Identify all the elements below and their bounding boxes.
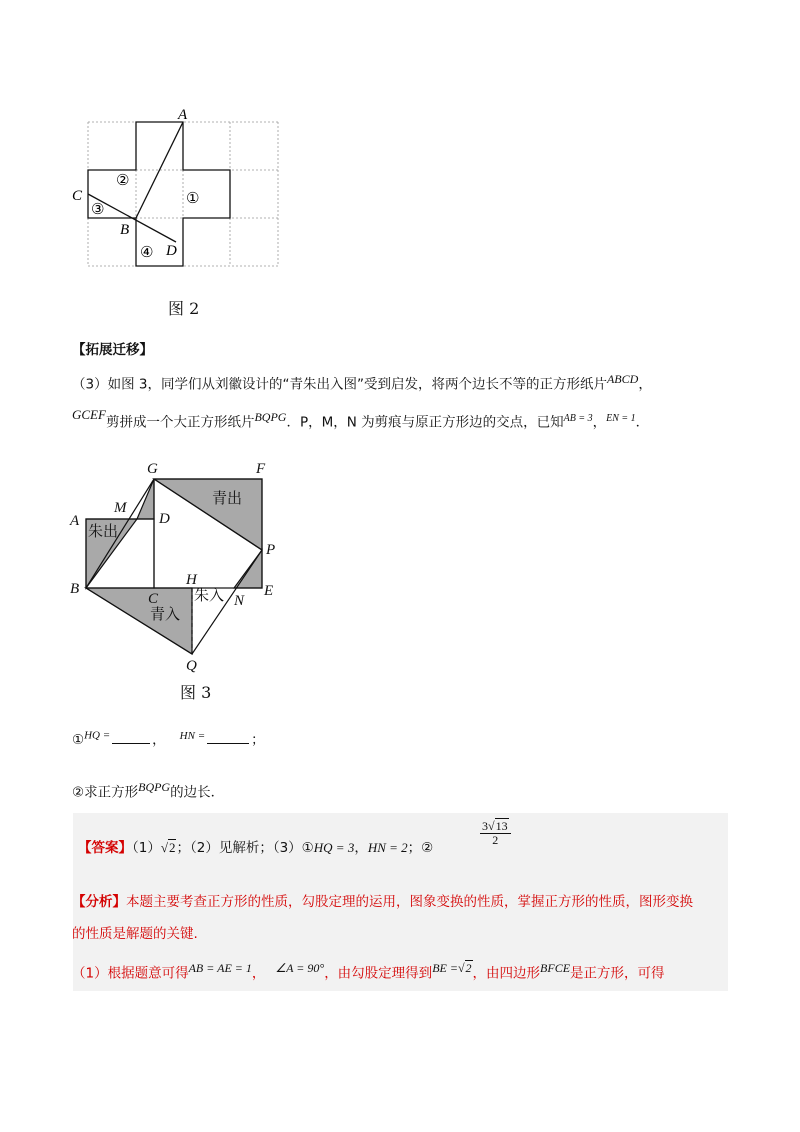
problem-3-line-1 xyxy=(72,372,652,393)
label-a: A xyxy=(178,107,188,123)
segment-a-b xyxy=(136,122,183,218)
question-2 xyxy=(72,780,224,801)
question-1-hn: HN = xyxy=(179,729,206,742)
label-c: C xyxy=(72,188,83,204)
question-1-end: ； xyxy=(251,732,265,748)
problem-3-line-1-end: ， xyxy=(638,376,652,393)
label-b: B xyxy=(70,581,80,597)
region-4: ④ xyxy=(140,243,154,261)
analysis-ab-ae: AB = AE = 1 xyxy=(188,961,252,975)
figure-3 xyxy=(64,458,304,674)
hq-blank[interactable] xyxy=(112,731,150,744)
hn-blank[interactable] xyxy=(207,731,249,744)
answer-part-1: （1） xyxy=(132,840,161,856)
label-a: A xyxy=(70,513,80,529)
text-qing-chu: 青出 xyxy=(212,489,243,507)
answer-fraction-denominator: 2 xyxy=(492,833,499,847)
answer-sep-1: ；（2）见解析；（3）① xyxy=(176,840,314,856)
answer-label: 【答案】 xyxy=(78,840,132,856)
problem-3-line-2-text-2: ．P，M，N 为剪痕与原正方形边的交点，已知 xyxy=(286,414,564,431)
label-p: P xyxy=(266,542,276,558)
analysis-line-2: 的性质是解题的关键. xyxy=(72,926,198,942)
question-1 xyxy=(72,728,265,748)
label-c: C xyxy=(148,591,159,607)
answer-sep-3: ；② xyxy=(407,840,434,856)
region-1: ① xyxy=(186,189,200,207)
analysis-line-1 xyxy=(72,890,693,910)
answer-sep-2: ， xyxy=(354,840,368,856)
label-e: E xyxy=(264,583,274,599)
problem-3-line-1-text: （3）如图 3，同学们从刘徽设计的“青朱出入图”受到启发，将两个边长不等的正方形纸片 xyxy=(72,376,607,393)
problem-3-line-2 xyxy=(72,406,650,431)
analysis-line-3-c: ，由勾股定理得到 xyxy=(324,965,433,982)
analysis-line-3-b: ， xyxy=(251,965,266,982)
region-2: ② xyxy=(116,171,130,189)
answer-sqrt-2-radicand: 2 xyxy=(168,840,176,855)
label-g: G xyxy=(147,461,158,477)
problem-3-abcd: ABCD xyxy=(606,372,639,386)
problem-3-gcef: GCEF xyxy=(72,406,106,422)
question-1-prefix: ① xyxy=(72,732,85,748)
label-n: N xyxy=(234,593,245,609)
question-1-hq: HQ = xyxy=(84,729,111,742)
problem-3-line-2-text-1: 剪拼成一个大正方形纸片 xyxy=(105,414,255,431)
analysis-label: 【分析】 xyxy=(72,894,126,910)
question-1-sep: ， xyxy=(152,732,166,748)
problem-3-line-2-end: ． xyxy=(635,414,650,431)
answer-hq: HQ = 3 xyxy=(313,840,355,855)
region-gmd xyxy=(137,479,154,519)
analysis-line-3-a: （1）根据题意可得 xyxy=(72,965,189,982)
question-2-bqpg: BQPG xyxy=(138,780,171,794)
analysis-be-radicand: 2 xyxy=(465,961,472,975)
problem-3-ab-value: AB = 3 xyxy=(563,413,593,424)
label-d: D xyxy=(159,511,170,527)
analysis-text-1: 本题主要考查正方形的性质，勾股定理的运用，图象变换的性质，掌握正方形的性质，图形变换 xyxy=(126,894,693,910)
label-m: M xyxy=(114,500,127,516)
answer-hn: HN = 2 xyxy=(367,840,408,855)
problem-3-bqpg: BQPG xyxy=(254,410,287,424)
answer-fraction xyxy=(480,820,511,847)
cross-shape xyxy=(88,122,230,266)
problem-3-line-2-sep: ， xyxy=(592,414,607,431)
figure-3-caption: 图 3 xyxy=(180,683,212,702)
question-2-end: 的边长． xyxy=(170,784,225,801)
section-header: 【拓展迁移】 xyxy=(72,342,153,358)
figure-2-caption: 图 2 xyxy=(168,299,200,318)
analysis-be-prefix: BE = xyxy=(432,961,458,975)
analysis-line-3-e: 是正方形，可得 xyxy=(570,965,665,982)
label-b: B xyxy=(120,222,130,238)
answer-frac-radicand: 13 xyxy=(495,819,508,833)
analysis-angle-a: ∠A = 90° xyxy=(275,961,325,975)
analysis-be: BE =√2 xyxy=(432,961,472,975)
answer-fraction-numerator: 3√13 xyxy=(480,820,511,834)
question-2-prefix: ②求正方形 xyxy=(72,784,139,801)
text-zhu-chu: 朱出 xyxy=(88,522,119,540)
region-3: ③ xyxy=(91,200,105,218)
answer-line xyxy=(78,836,433,856)
analysis-bfce: BFCE xyxy=(540,961,571,975)
analysis-line-3-d: ，由四边形 xyxy=(472,965,541,982)
label-f: F xyxy=(256,461,266,477)
answer-frac-coef: 3 xyxy=(482,819,488,833)
problem-3-en-value: EN = 1 xyxy=(606,413,636,424)
label-q: Q xyxy=(186,658,197,674)
text-zhu-ru: 朱入 xyxy=(194,586,225,604)
text-qing-ru: 青入 xyxy=(150,605,181,623)
figure-2 xyxy=(72,107,282,278)
analysis-line-3 xyxy=(72,961,665,982)
label-h: H xyxy=(186,572,197,588)
label-d: D xyxy=(166,243,177,259)
answer-sqrt-2: √2 xyxy=(160,840,176,855)
